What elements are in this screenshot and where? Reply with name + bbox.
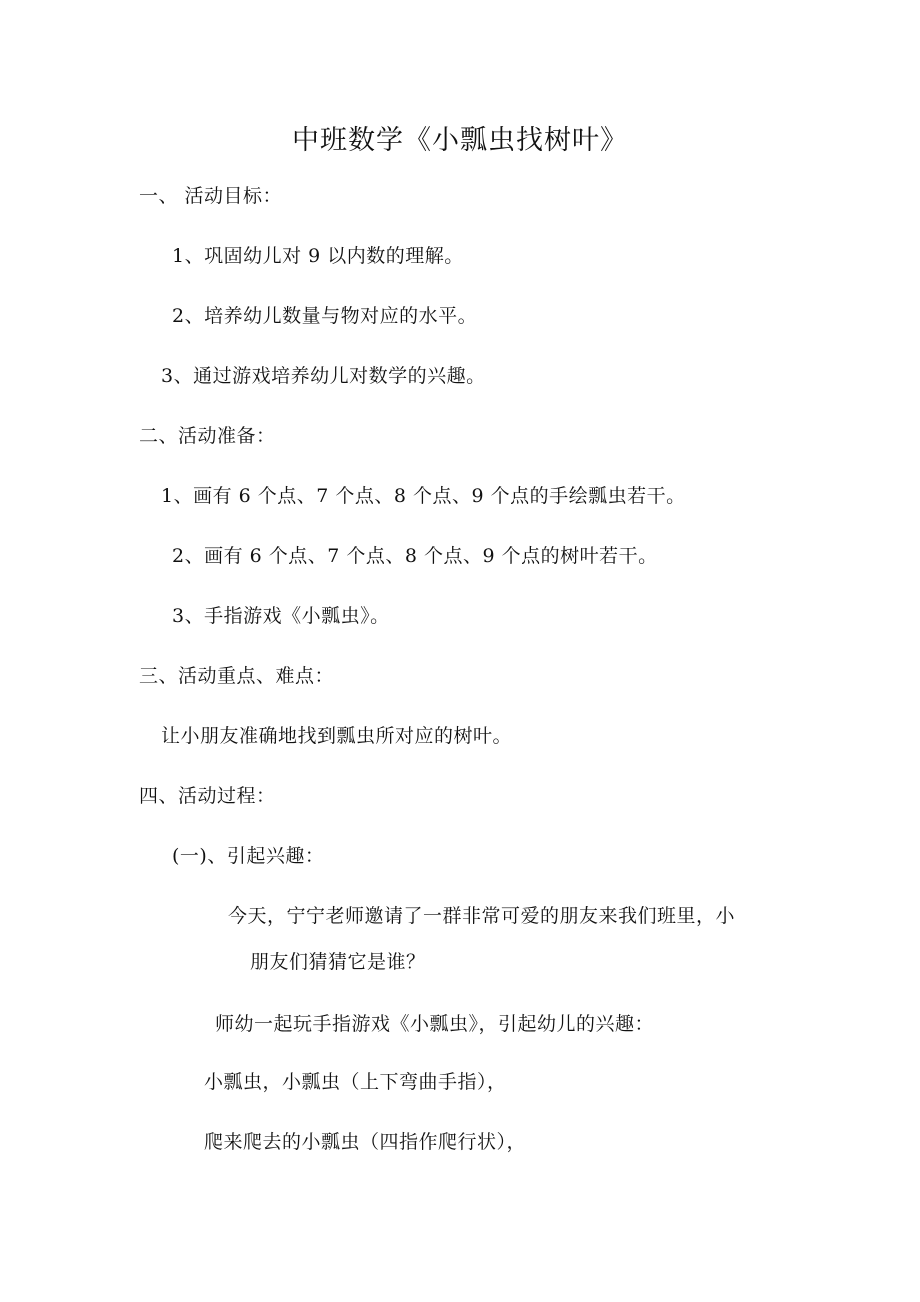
rhyme-line: 爬来爬去的小瓢虫（四指作爬行状），: [204, 1131, 527, 1153]
section-heading-goals: 一、 活动目标：: [139, 185, 283, 207]
preparation-item: 3、手指游戏《小瓢虫》。: [172, 605, 390, 627]
goal-item: 2、培养幼儿数量与物对应的水平。: [172, 305, 478, 327]
key-points-text: 让小朋友准确地找到瓢虫所对应的树叶。: [161, 725, 513, 747]
section-heading-key-points: 三、活动重点、难点：: [139, 665, 335, 687]
goal-item: 3、通过游戏培养幼儿对数学的兴趣。: [161, 365, 486, 387]
preparation-item: 1、画有 6 个点、7 个点、8 个点、9 个点的手绘瓢虫若干。: [161, 485, 686, 507]
process-paragraph-line: 朋友们猜猜它是谁？: [250, 951, 426, 973]
goal-item: 1、巩固幼儿对 9 以内数的理解。: [172, 245, 464, 267]
section-heading-preparation: 二、活动准备：: [139, 425, 276, 447]
preparation-item: 2、画有 6 个点、7 个点、8 个点、9 个点的树叶若干。: [172, 545, 658, 567]
rhyme-line: 小瓢虫，小瓢虫（上下弯曲手指），: [204, 1071, 507, 1093]
section-heading-process: 四、活动过程：: [139, 785, 276, 807]
process-paragraph: 师幼一起玩手指游戏《小瓢虫》，引起幼儿的兴趣：: [215, 1013, 655, 1035]
document-title: 中班数学《小瓢虫找树叶》: [292, 125, 628, 156]
process-sub-heading: (一)、引起兴趣：: [172, 845, 325, 867]
process-paragraph-line: 今天，宁宁老师邀请了一群非常可爱的朋友来我们班里，小: [228, 905, 736, 927]
